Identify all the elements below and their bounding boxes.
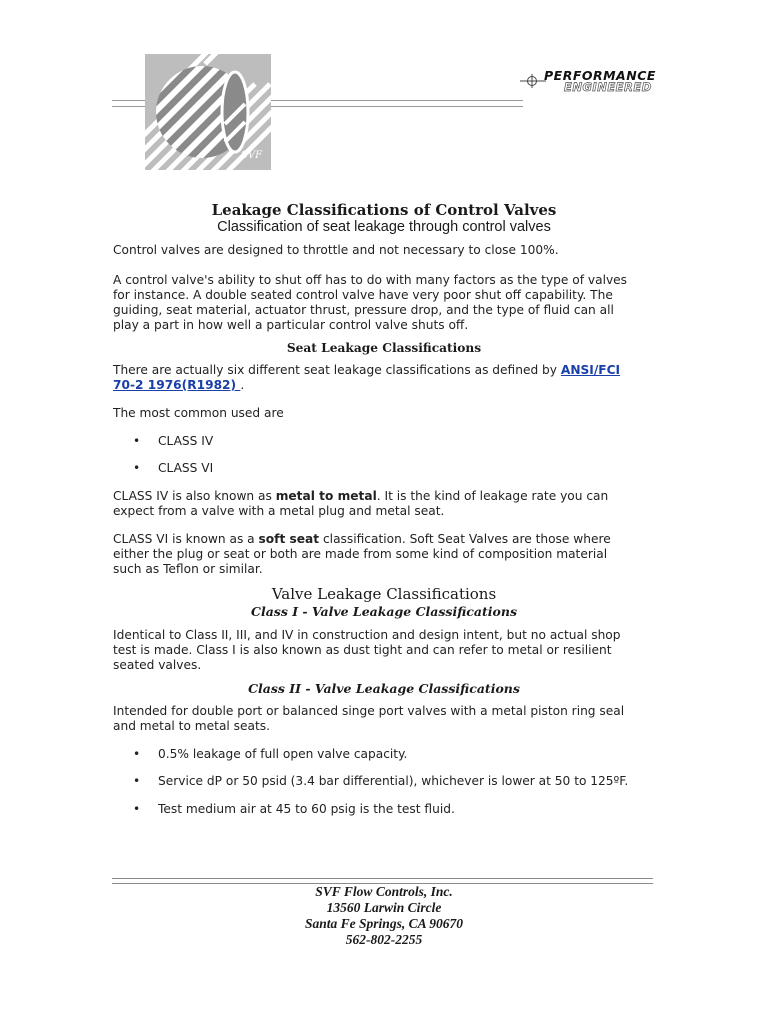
bullet-icon: • [133, 774, 141, 788]
footer-city: Santa Fe Springs, CA 90670 [305, 916, 463, 931]
common-used-intro: The most common used are [113, 406, 284, 420]
intro-paragraph-1: Control valves are designed to throttle and not necessary to close 100%. [113, 243, 559, 257]
header-rule-right [271, 100, 523, 107]
seat-leakage-heading: Seat Leakage Classifications [286, 341, 482, 355]
valve-leakage-heading: Valve Leakage Classifications [271, 585, 497, 603]
class-i-heading: Class I - Valve Leakage Classifications [251, 604, 517, 619]
page-subtitle: Classification of seat leakage through control valves [217, 219, 551, 235]
footer-street: 13560 Larwin Circle [326, 900, 442, 915]
bullet-icon: • [133, 802, 141, 816]
ansi-fci-link[interactable]: ANSI/FCI 70-2 1976(R1982) [113, 363, 621, 392]
document-page: SVF PERFORMANCE ENGINEERED Leakage Classifications of Control Valves Classification of seat leakage through control valves Control valves are designed to throttle and not necessary to close 100%. A control valve's ability to shut off has to do with many factors as the type of valves for instance. A double seated control valve have very poor shut off capability. The guiding, seat material, actuator thrust, pressure drop, and the type of fluid can all play a part in how well a particular control valve shuts off. Seat Leakage Classifications There are actually six different seat leakage classifications as defined by ANSI/FCI 70-2 1976(R1982) . The most common used are • CLASS IV • CLASS VI CLASS IV is also known as metal to metal. It is the kind of leakage rate you can expect from a valve with a metal plug and metal seat. CLASS VI is known as a soft seat classification. Soft Seat Valves are those where either the plug or seat or both are made from some kind of composition material such as Teflon or similar. Valve Leakage Classifications Class I - Valve Leakage Classifications Identical to Class II, III, and IV in construction and design intent, but no actual shop test is made. Class I is also known as dust tight and can refer to metal or resilient seated valves. Class II - Valve Leakage Classifications Intended for double port or balanced singe port valves with a metal piston ring seal and metal to metal seats. • 0.5% leakage of full open valve capacity. • Service dP or 50 psid (3.4 bar differential), whichever is lower at 50 to 125ºF. • Test medium air at 45 to 60 psig is the test fluid. SVF Flow Controls, Inc. 13560 Larwin Circle Santa Fe Springs, CA 90670 562-802-2255 [0, 0, 768, 1024]
brand-engineered: ENGINEERED [564, 80, 652, 94]
class-ii-heading: Class II - Valve Leakage Classifications [248, 681, 520, 696]
bullet-icon: • [133, 747, 141, 761]
bullet-icon: • [133, 461, 141, 475]
performance-engineered-brand [520, 68, 660, 98]
seat-leakage-paragraph: There are actually six different seat leakage classifications as defined by ANSI/FCI 70-2 1976(R1982) . [113, 363, 621, 392]
footer-company: SVF Flow Controls, Inc. [315, 884, 453, 899]
svg-text:SVF: SVF [241, 150, 263, 161]
class-vi-paragraph: CLASS VI is known as a soft seat classification. Soft Seat Valves are those where either the plug or seat or both are made from some kind of composition material such as Teflon or similar. [113, 532, 611, 576]
intro-paragraph-2: A control valve's ability to shut off has to do with many factors as the type of valves for instance. A double seated control valve have very poor shut off capability. The guiding, seat material, actuator thrust, pressure drop, and the type of fluid can all play a part in how well a particular control valve shuts off. [113, 273, 628, 332]
class-ii-paragraph: Intended for double port or balanced singe port valves with a metal piston ring seal and metal to metal seats. [113, 704, 625, 733]
footer-phone: 562-802-2255 [345, 932, 423, 947]
header-rule-left [112, 100, 146, 107]
page-title: Leakage Classifications of Control Valves [211, 201, 557, 219]
bullet-icon: • [133, 434, 141, 448]
crosshair-icon [520, 71, 546, 91]
class-i-paragraph: Identical to Class II, III, and IV in construction and design intent, but no actual shop test is made. Class I is also known as dust tight and can refer to metal or resilient seated valves. [113, 628, 621, 672]
svf-logo [145, 54, 271, 170]
brand-performance: PERFORMANCE [544, 68, 656, 83]
class-iv-paragraph: CLASS IV is also known as metal to metal. It is the kind of leakage rate you can expect from a valve with a metal plug and metal seat. [113, 489, 609, 518]
